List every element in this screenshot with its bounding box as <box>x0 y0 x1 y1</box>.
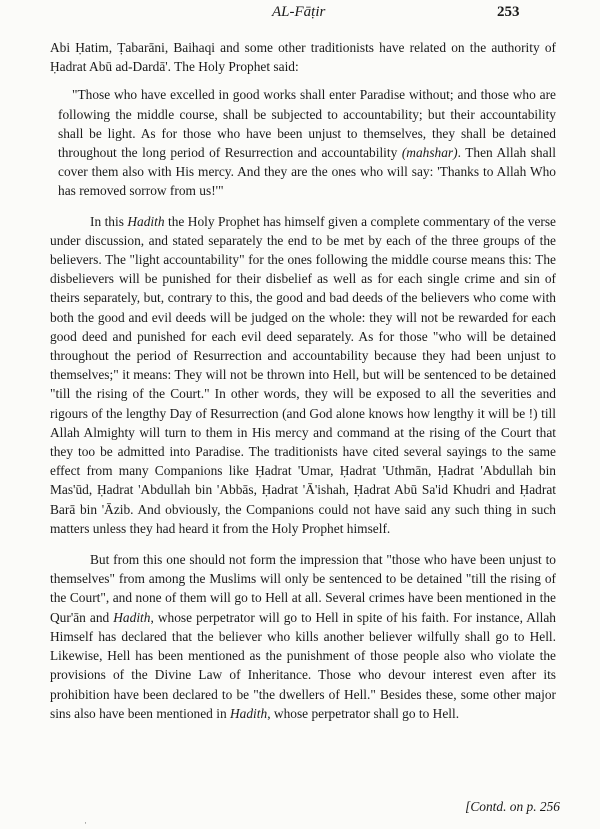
commentary-text: the Holy Prophet has himself given a complete commentary of the verse under discussion, and stated separately the end to be met by each of the three groups of the believers. The "light accountability" for the ones following the middle course means this: The disbelievers will be punished for their disbelief as well as for each single crime and sin of theirs separately, but, contrary to this, the good and bad deeds of the believers who come with both the good and evil deeds will be judged on the whole: they will not be rewarded for each good deed and punished for each evil deed separately. As for those "who will be detained throughout the period of Resurrection and accountability because they had been unjust to themselves;" it means: They will not be thrown into Hell, but will be sentenced to be detained "till the rising of the Court." In other words, they will be exposed to all the severities and rigours of the lengthy Day of Resurrection (and God alone knows how lengthy it will be !) till Allah Almighty will turn to them in His mercy and command at the rising of the Court that they too be admitted into Paradise. The traditionists have cited several sayings to the same effect from many Companions like Ḥadrat 'Umar, Ḥadrat 'Uthmān, Ḥadrat 'Abdullah bin Mas'ūd, Ḥadrat 'Abdullah bin 'Abbās, Ḥadrat 'Ā'ishah, Ḥadrat Abū Sa'id Khudri and Ḥadrat Barā bin 'Āzib. And obviously, the Companions could not have said any such thing in such matters unless they had heard it from the Holy Prophet himself. <box>50 213 557 536</box>
paragraph-hell-warning <box>50 550 556 723</box>
body-text <box>50 38 556 723</box>
scan-speck: · <box>84 818 87 828</box>
paragraph-intro: Abi Ḥatim, Ṭabarāni, Baihaqi and some other traditionists have related on the authority of Ḥadrat Abū ad-Dardā'. The Holy Prophet said: <box>50 40 556 75</box>
warning-text-c: , whose perpetrator shall go to Hell. <box>267 705 460 721</box>
quote-text-b: . Then Allah shall cover them also with His mercy. And they are the ones who will say: 'Thanks to Allah Who has removed sorrow from us!'" <box>58 145 556 199</box>
warning-text-b: , whose perpetrator will go to Hell in spite of his faith. For instance, Allah Himself has declared that the believer who kills another believer wilfully shall go to Hell. Likewise, Hell has been mentioned as the punishment of those people also who violate the provisions of the Divine Law of Inheritance. Those who devour interest even after its prohibition have been declared to be "the dwellers of Hell." Besides these, some other major sins also have been mentioned in <box>50 609 556 721</box>
quote-text-a: "Those who have excelled in good works shall enter Paradise without; and those who are following the middle course, shall be subjected to accountability; but their accountability shall be light. As for those who have been unjust to themselves, they shall be detained throughout the long period of Resurrection and accountability <box>58 87 556 161</box>
continued-note: [Contd. on p. 256 <box>465 799 560 814</box>
paragraph-commentary <box>50 212 556 538</box>
warning-term-hadith-1: Hadith <box>113 609 151 625</box>
page-number: 253 <box>497 4 520 20</box>
warning-term-hadith-2: Hadith <box>230 705 268 721</box>
running-header-title: AL-Fāṭir <box>272 4 326 20</box>
warning-text-a: But from this one should not form the impression that "those who have been unjust to themselves" from among the Muslims will only be sentenced to be detained "till the rising of the Court", and none of them will go to Hell at all. Several crimes have been mentioned in the Qur'ān and <box>50 552 556 625</box>
commentary-lead: In this <box>90 213 128 229</box>
quote-term-mahshar: (mahshar) <box>401 145 458 161</box>
commentary-term-hadith: Hadith <box>127 213 165 229</box>
paragraph-quote <box>58 85 556 200</box>
